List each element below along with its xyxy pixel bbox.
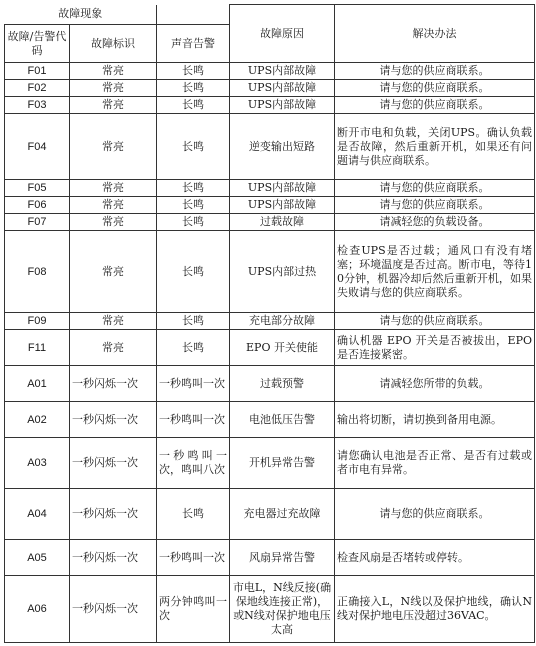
header-code: 故障/告警代码 xyxy=(5,25,70,63)
cell-solution: 请与您的供应商联系。 xyxy=(335,197,535,214)
table-row xyxy=(5,214,535,231)
cell-fault-code: F03 xyxy=(5,97,70,114)
cell-indicator: 常亮 xyxy=(70,231,157,313)
cell-indicator: 常亮 xyxy=(70,214,157,231)
cell-cause: 逆变输出短路 xyxy=(230,114,335,180)
table-row xyxy=(5,80,535,97)
cell-alarm: 长鸣 xyxy=(157,330,230,366)
header-alarm: 声音告警 xyxy=(157,25,230,63)
table-row xyxy=(5,438,535,489)
cell-solution: 请与您的供应商联系。 xyxy=(335,180,535,197)
cell-indicator: 常亮 xyxy=(70,97,157,114)
cell-cause: UPS内部故障 xyxy=(230,97,335,114)
cell-alarm: 长鸣 xyxy=(157,489,230,540)
cell-solution: 输出将切断，请切换到备用电源。 xyxy=(335,402,535,438)
cell-fault-code: F01 xyxy=(5,63,70,80)
table-row xyxy=(5,540,535,576)
cell-alarm: 长鸣 xyxy=(157,80,230,97)
table-row xyxy=(5,402,535,438)
cell-solution: 请您确认电池是否正常、是否有过载或者市电有异常。 xyxy=(335,438,535,489)
cell-alarm: 长鸣 xyxy=(157,231,230,313)
cell-alarm: 长鸣 xyxy=(157,214,230,231)
cell-cause: UPS内部故障 xyxy=(230,80,335,97)
cell-solution: 请与您的供应商联系。 xyxy=(335,313,535,330)
cell-solution: 正确接入L，N线以及保护地线，确认N线对保护地电压没超过36VAC。 xyxy=(335,576,535,643)
cell-solution: 确认机器 EPO 开关是否被拔出，EPO是否连接紧密。 xyxy=(335,330,535,366)
cell-indicator: 常亮 xyxy=(70,197,157,214)
cell-indicator: 一秒闪烁一次 xyxy=(70,489,157,540)
cell-solution: 请与您的供应商联系。 xyxy=(335,97,535,114)
cell-solution: 请减轻您所带的负载。 xyxy=(335,366,535,402)
fault-rows xyxy=(5,63,535,643)
cell-alarm: 长鸣 xyxy=(157,97,230,114)
cell-cause: 充电部分故障 xyxy=(230,313,335,330)
cell-fault-code: F05 xyxy=(5,180,70,197)
cell-alarm: 一秒鸣叫一次，鸣叫八次 xyxy=(157,438,230,489)
header-indicator: 故障标识 xyxy=(70,25,157,63)
cell-fault-code: A05 xyxy=(5,540,70,576)
cell-cause: 电池低压告警 xyxy=(230,402,335,438)
cell-cause: UPS内部故障 xyxy=(230,197,335,214)
cell-indicator: 一秒闪烁一次 xyxy=(70,540,157,576)
table-row xyxy=(5,114,535,180)
cell-solution: 检查风扇是否堵转或停转。 xyxy=(335,540,535,576)
cell-solution: 请减轻您的负载设备。 xyxy=(335,214,535,231)
table-row xyxy=(5,489,535,540)
cell-fault-code: A01 xyxy=(5,366,70,402)
cell-alarm: 长鸣 xyxy=(157,180,230,197)
cell-cause: EPO 开关使能 xyxy=(230,330,335,366)
cell-indicator: 一秒闪烁一次 xyxy=(70,402,157,438)
table-row xyxy=(5,197,535,214)
cell-cause: 过载预警 xyxy=(230,366,335,402)
table-row xyxy=(5,97,535,114)
cell-fault-code: F04 xyxy=(5,114,70,180)
header-symptom-group: 故障现象 xyxy=(5,5,157,25)
cell-cause: 过载故障 xyxy=(230,214,335,231)
table-row xyxy=(5,576,535,643)
table-row xyxy=(5,330,535,366)
cell-alarm: 两分钟鸣叫一次 xyxy=(157,576,230,643)
cell-fault-code: F09 xyxy=(5,313,70,330)
header-spacer xyxy=(157,5,230,25)
cell-indicator: 常亮 xyxy=(70,63,157,80)
cell-alarm: 长鸣 xyxy=(157,313,230,330)
cell-fault-code: F06 xyxy=(5,197,70,214)
table-row xyxy=(5,366,535,402)
cell-cause: UPS内部故障 xyxy=(230,180,335,197)
cell-indicator: 一秒闪烁一次 xyxy=(70,576,157,643)
cell-alarm: 长鸣 xyxy=(157,197,230,214)
cell-indicator: 一秒闪烁一次 xyxy=(70,438,157,489)
cell-solution: 检查UPS是否过载；通风口有没有堵塞；环境温度是否过高。断市电，等待10分钟，机器冷却后然后重新开机，如果失败请与您的供应商联系。 xyxy=(335,231,535,313)
fault-code-table xyxy=(4,4,535,643)
cell-alarm: 一秒鸣叫一次 xyxy=(157,540,230,576)
cell-alarm: 长鸣 xyxy=(157,63,230,80)
cell-fault-code: A02 xyxy=(5,402,70,438)
cell-cause: 市电L，N线反接(确保地线连接正常)，或N线对保护地电压太高 xyxy=(230,576,335,643)
cell-cause: UPS内部过热 xyxy=(230,231,335,313)
cell-cause: 充电器过充故障 xyxy=(230,489,335,540)
table-row xyxy=(5,313,535,330)
table-row xyxy=(5,180,535,197)
cell-indicator: 常亮 xyxy=(70,180,157,197)
cell-solution: 断开市电和负载，关闭UPS。确认负载是否故障，然后重新开机，如果还有问题请与供应商联系。 xyxy=(335,114,535,180)
cell-fault-code: A04 xyxy=(5,489,70,540)
cell-solution: 请与您的供应商联系。 xyxy=(335,489,535,540)
table-row xyxy=(5,231,535,313)
header-solution: 解决办法 xyxy=(335,5,535,63)
cell-cause: UPS内部故障 xyxy=(230,63,335,80)
cell-fault-code: F11 xyxy=(5,330,70,366)
cell-alarm: 长鸣 xyxy=(157,114,230,180)
table-row xyxy=(5,63,535,80)
cell-indicator: 常亮 xyxy=(70,80,157,97)
cell-indicator: 常亮 xyxy=(70,330,157,366)
cell-fault-code: F08 xyxy=(5,231,70,313)
cell-indicator: 常亮 xyxy=(70,114,157,180)
cell-fault-code: F07 xyxy=(5,214,70,231)
cell-fault-code: A03 xyxy=(5,438,70,489)
cell-solution: 请与您的供应商联系。 xyxy=(335,63,535,80)
cell-fault-code: F02 xyxy=(5,80,70,97)
document-page xyxy=(4,4,535,643)
cell-alarm: 一秒鸣叫一次 xyxy=(157,402,230,438)
cell-fault-code: A06 xyxy=(5,576,70,643)
cell-indicator: 一秒闪烁一次 xyxy=(70,366,157,402)
cell-solution: 请与您的供应商联系。 xyxy=(335,80,535,97)
cell-alarm: 一秒鸣叫一次 xyxy=(157,366,230,402)
cell-cause: 开机异常告警 xyxy=(230,438,335,489)
cell-cause: 风扇异常告警 xyxy=(230,540,335,576)
header-cause: 故障原因 xyxy=(230,5,335,63)
cell-indicator: 常亮 xyxy=(70,313,157,330)
